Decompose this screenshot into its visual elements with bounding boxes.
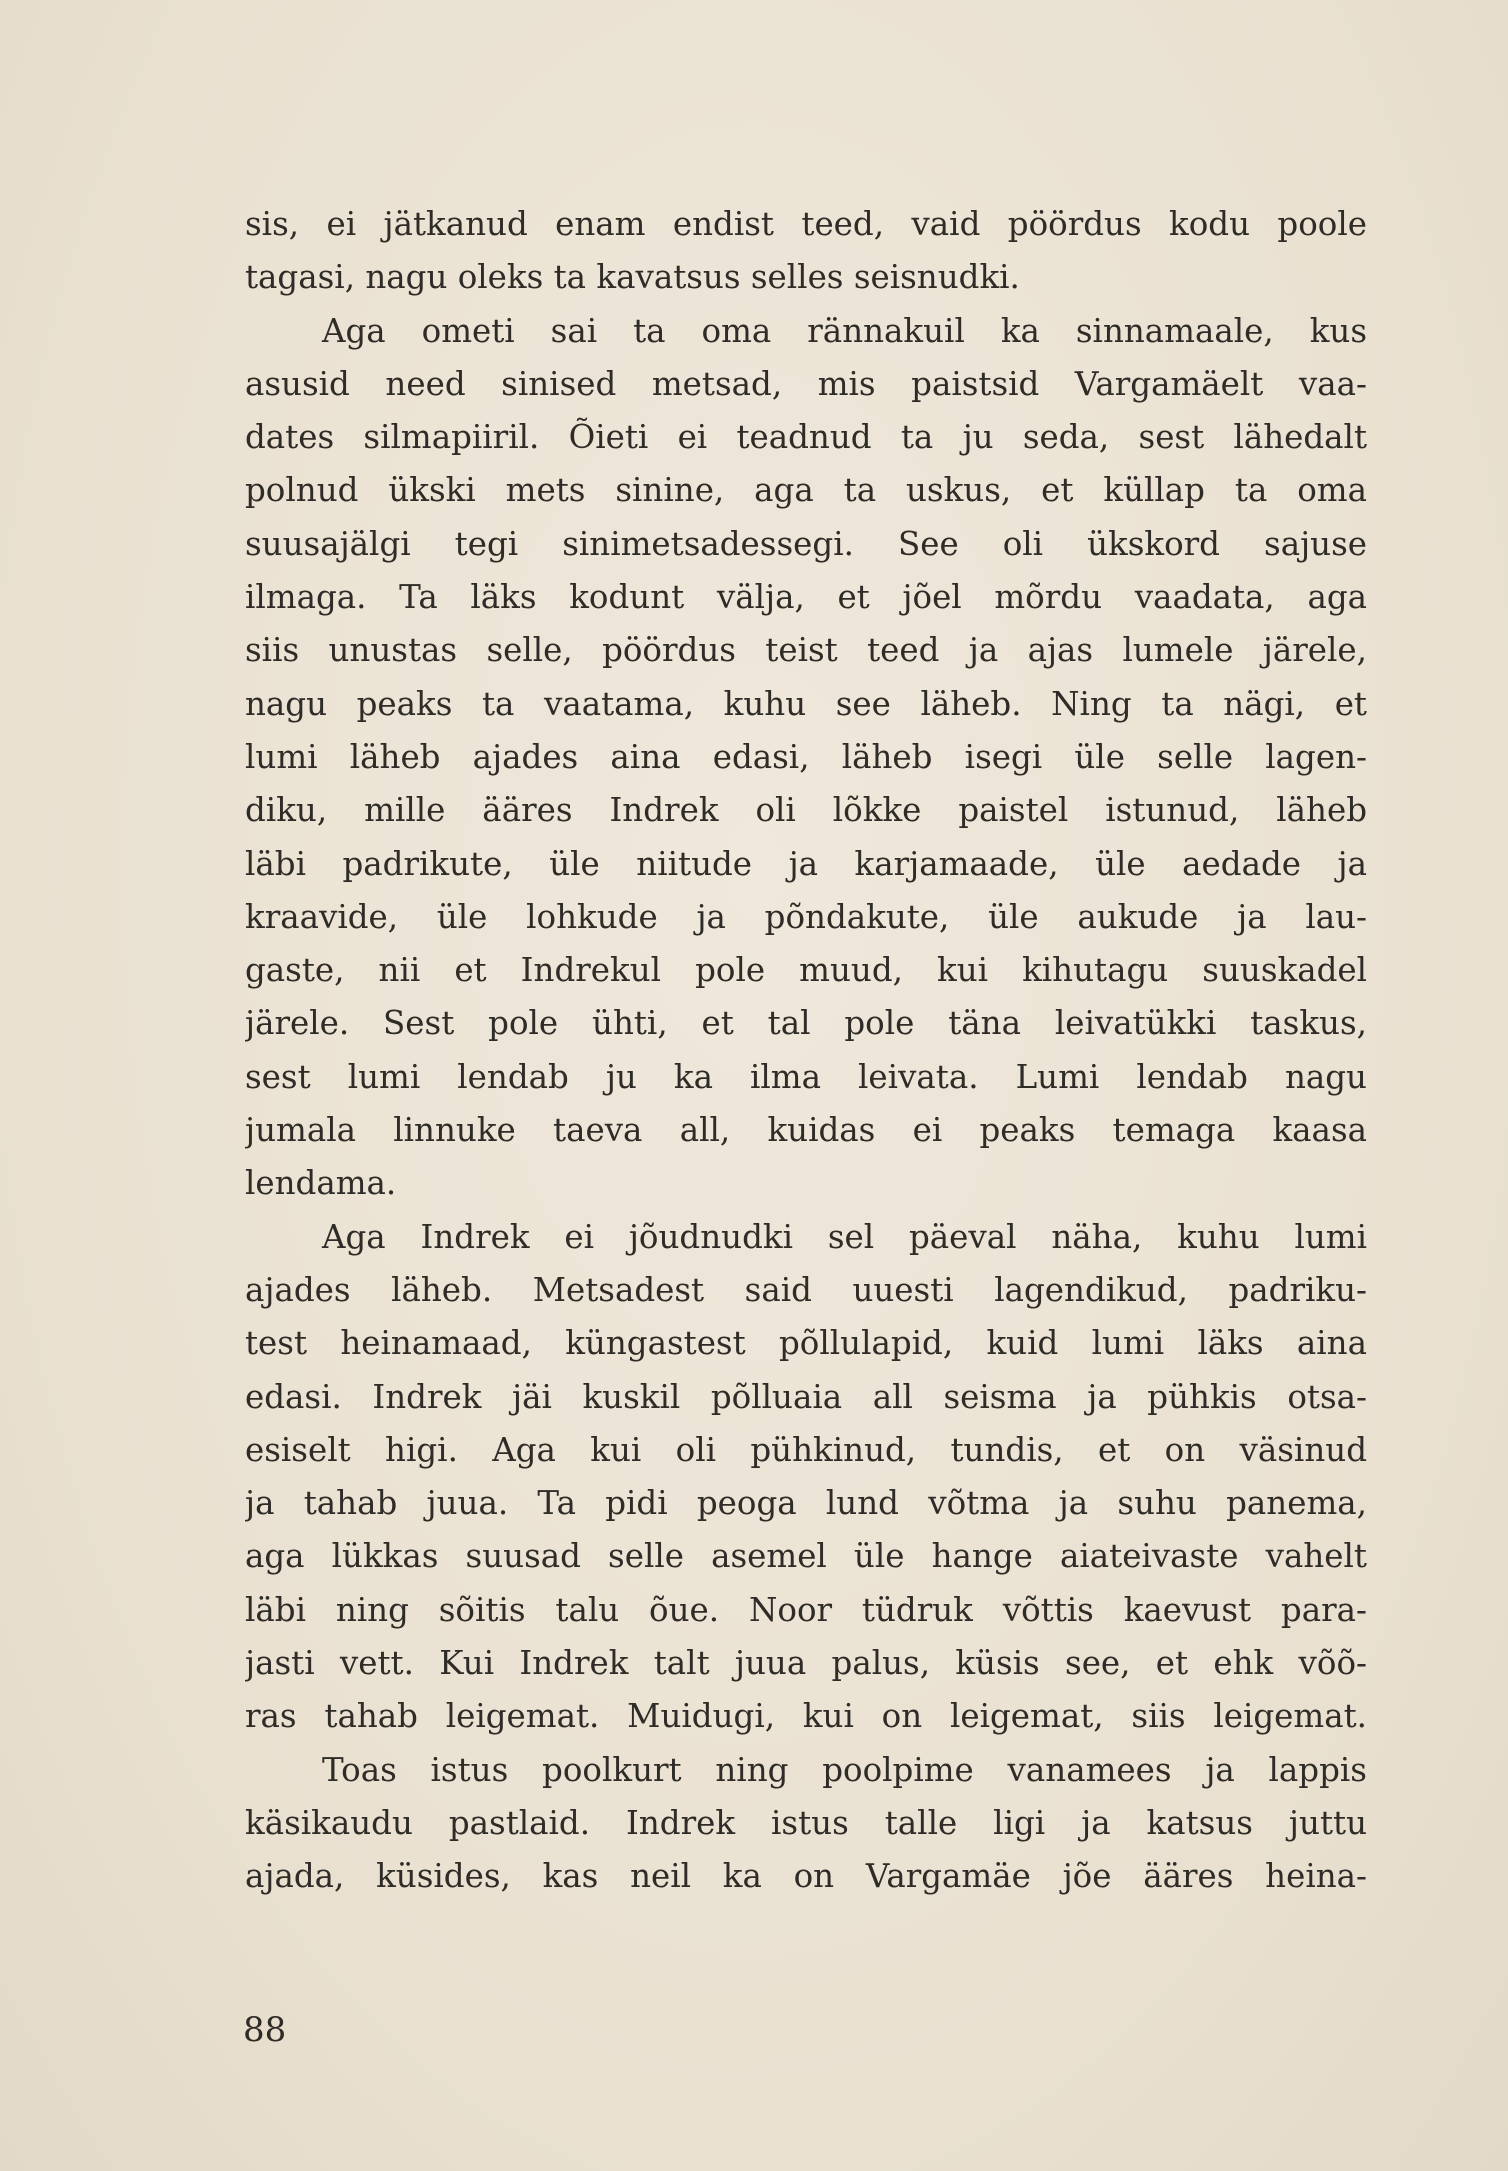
text-line: Aga ometi sai ta oma rännakuil ka sinnamaale, kus [322,311,1367,350]
text-line: jumala linnuke taeva all, kuidas ei peaks temaga kaasa [245,1111,1367,1150]
body-text [245,198,1367,1904]
text-line: Toas istus poolkurt ning poolpime vanamees ja lappis [322,1750,1367,1789]
text-line: asusid need sinised metsad, mis paistsid Vargamäelt vaa- [245,364,1367,403]
text-line: gaste, nii et Indrekul pole muud, kui kihutagu suuskadel [245,951,1367,990]
text-line: tagasi, nagu oleks ta kavatsus selles seisnudki. [245,258,1020,297]
text-line: ajades läheb. Metsadest said uuesti lagendikud, padriku- [245,1270,1367,1309]
page-number: 88 [243,2010,287,2050]
text-line: test heinamaad, küngastest põllulapid, kuid lumi läks aina [245,1324,1367,1363]
text-line: järele. Sest pole ühti, et tal pole täna leivatükki taskus, [245,1004,1367,1043]
text-line: aga lükkas suusad selle asemel üle hange aiateivaste vahelt [245,1537,1367,1576]
text-line: kraavide, üle lohkude ja põndakute, üle aukude ja lau- [245,897,1367,936]
text-line: ajada, küsides, kas neil ka on Vargamäe jõe ääres heina- [245,1857,1367,1896]
text-line: ilmaga. Ta läks kodunt välja, et jõel mõrdu vaadata, aga [245,578,1367,617]
text-line: lumi läheb ajades aina edasi, läheb isegi üle selle lagen- [245,737,1367,776]
text-line: nagu peaks ta vaatama, kuhu see läheb. Ning ta nägi, et [245,684,1367,723]
text-line: käsikaudu pastlaid. Indrek istus talle ligi ja katsus juttu [245,1803,1367,1842]
text-line: ja tahab juua. Ta pidi peoga lund võtma ja suhu panema, [245,1484,1367,1523]
text-line: ras tahab leigemat. Muidugi, kui on leigemat, siis leigemat. [245,1697,1367,1736]
text-line: läbi ning sõitis talu õue. Noor tüdruk võttis kaevust para- [245,1590,1367,1629]
text-line: Aga Indrek ei jõudnudki sel päeval näha, kuhu lumi [322,1217,1367,1256]
text-line: jasti vett. Kui Indrek talt juua palus, küsis see, et ehk võõ- [245,1644,1367,1683]
text-line: esiselt higi. Aga kui oli pühkinud, tundis, et on väsinud [245,1430,1367,1469]
text-line: polnud ükski mets sinine, aga ta uskus, et küllap ta oma [245,471,1367,510]
text-line: sis, ei jätkanud enam endist teed, vaid pöördus kodu poole [245,205,1367,243]
text-line: sest lumi lendab ju ka ilma leivata. Lumi lendab nagu [245,1057,1367,1096]
text-line: siis unustas selle, pöördus teist teed ja ajas lumele järele, [245,631,1367,670]
text-line: läbi padrikute, üle niitude ja karjamaade, üle aedade ja [245,844,1367,883]
text-line: dates silmapiiril. Õieti ei teadnud ta ju seda, sest lähedalt [245,418,1367,457]
text-line: lendama. [245,1164,397,1203]
text-line: diku, mille ääres Indrek oli lõkke paistel istunud, läheb [245,791,1367,830]
text-line: edasi. Indrek jäi kuskil põlluaia all seisma ja pühkis otsa- [245,1377,1367,1416]
text-line: suusajälgi tegi sinimetsadessegi. See oli ükskord sajuse [245,524,1367,563]
